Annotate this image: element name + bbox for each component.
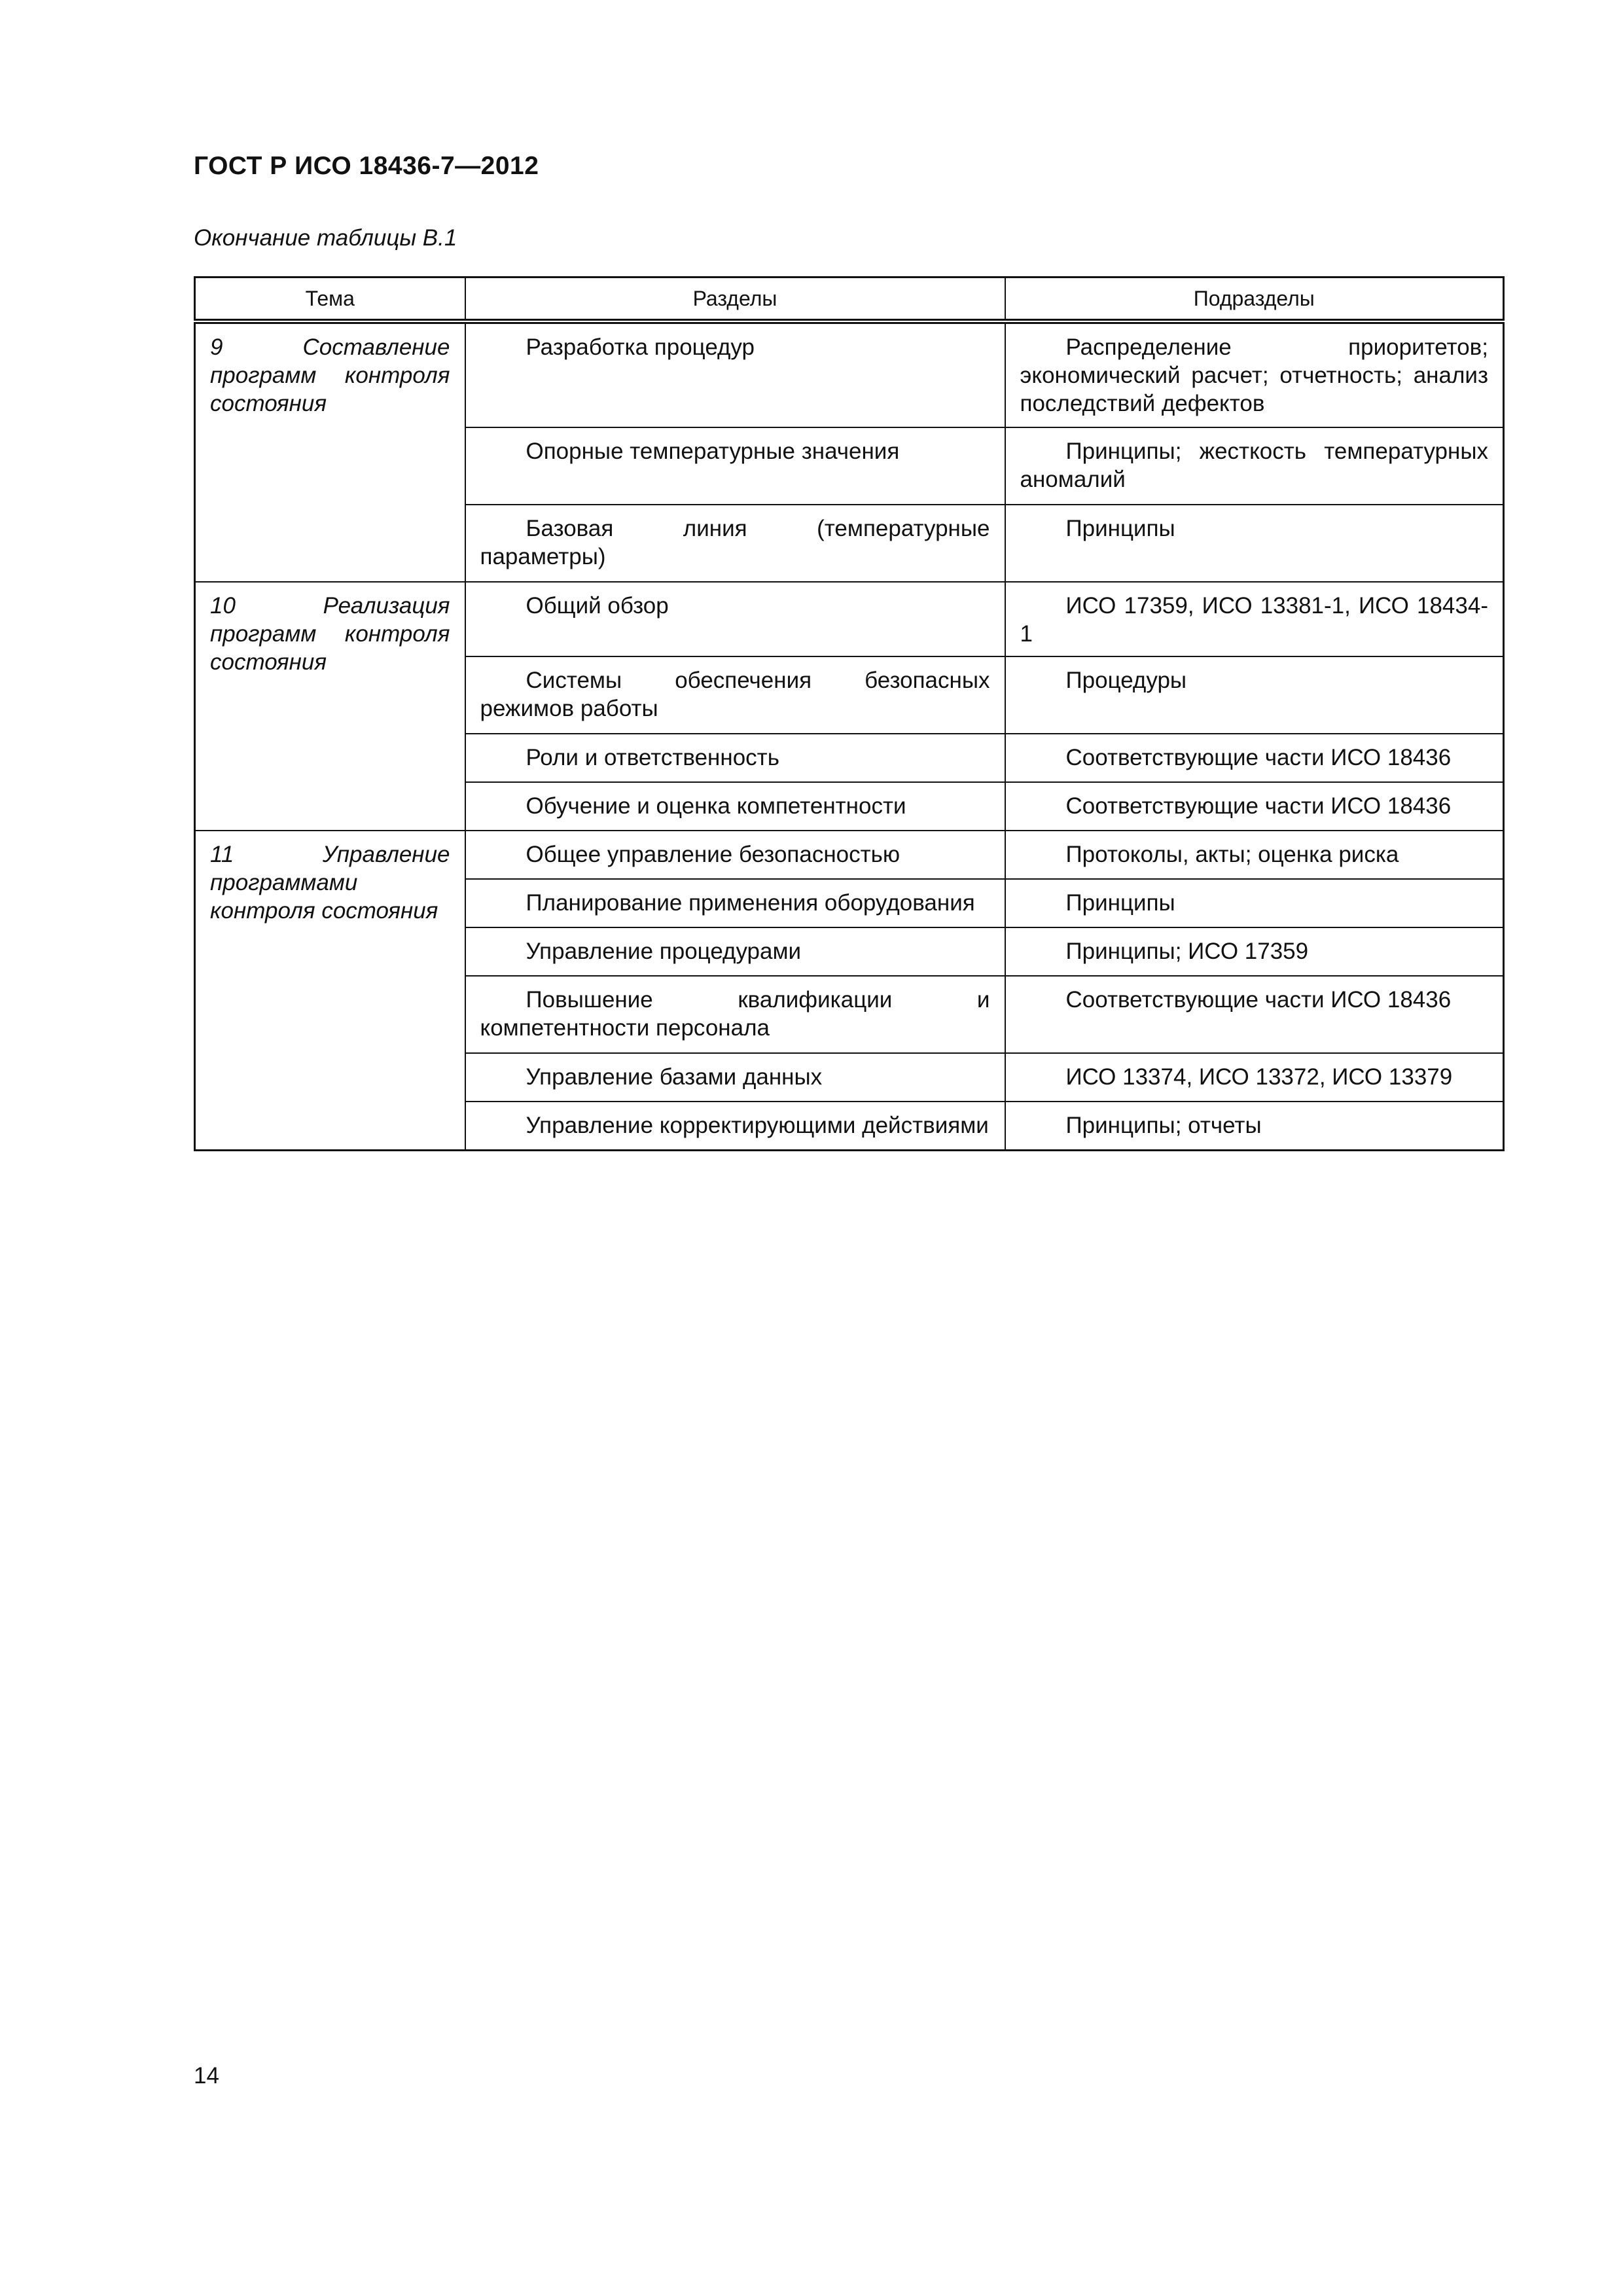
subsection-cell: Распределение приоритетов; экономический расчет; отчетность; анализ последствий дефектов [1005, 321, 1504, 427]
topic-cell: 11 Управление программами контроля состояния [195, 831, 465, 1150]
document-standard-header: ГОСТ Р ИСО 18436-7—2012 [194, 152, 539, 180]
topic-cell: 9 Составление программ контроля состояния [195, 321, 465, 582]
section-cell: Разработка процедур [465, 321, 1005, 427]
table-row [195, 582, 1504, 656]
subsection-cell: Соответствующие части ИСО 18436 [1005, 734, 1504, 782]
section-cell: Планирование применения оборудования [465, 879, 1005, 927]
table-header-row [195, 278, 1504, 322]
subsection-cell: ИСО 13374, ИСО 13372, ИСО 13379 [1005, 1053, 1504, 1102]
topic-cell: 10 Реализация программ контроля состояния [195, 582, 465, 831]
section-cell: Общий обзор [465, 582, 1005, 656]
section-cell: Опорные температурные значения [465, 427, 1005, 505]
section-cell: Управление процедурами [465, 927, 1005, 976]
page-number: 14 [194, 2063, 219, 2089]
sections-table [194, 276, 1505, 1151]
subsection-cell: Принципы; ИСО 17359 [1005, 927, 1504, 976]
subsection-cell: Соответствующие части ИСО 18436 [1005, 782, 1504, 831]
section-cell: Управление базами данных [465, 1053, 1005, 1102]
table-caption: Окончание таблицы В.1 [194, 225, 457, 251]
subsection-cell: Принципы [1005, 879, 1504, 927]
subsection-cell: Процедуры [1005, 656, 1504, 734]
section-cell: Системы обеспечения безопасных режимов работы [465, 656, 1005, 734]
table-row [195, 321, 1504, 427]
section-cell: Обучение и оценка компетентности [465, 782, 1005, 831]
section-cell: Управление корректирующими действиями [465, 1102, 1005, 1150]
table-row [195, 831, 1504, 879]
subsection-cell: Соответствующие части ИСО 18436 [1005, 976, 1504, 1053]
column-header-topic: Тема [195, 278, 465, 322]
column-header-subsections: Подразделы [1005, 278, 1504, 322]
section-cell: Повышение квалификации и компетентности персонала [465, 976, 1005, 1053]
column-header-sections: Разделы [465, 278, 1005, 322]
subsection-cell: ИСО 17359, ИСО 13381-1, ИСО 18434-1 [1005, 582, 1504, 656]
subsection-cell: Принципы [1005, 505, 1504, 582]
section-cell: Роли и ответственность [465, 734, 1005, 782]
subsection-cell: Протоколы, акты; оценка риска [1005, 831, 1504, 879]
section-cell: Базовая линия (температурные параметры) [465, 505, 1005, 582]
section-cell: Общее управление безопасностью [465, 831, 1005, 879]
subsection-cell: Принципы; отчеты [1005, 1102, 1504, 1150]
subsection-cell: Принципы; жесткость температурных аномалий [1005, 427, 1504, 505]
